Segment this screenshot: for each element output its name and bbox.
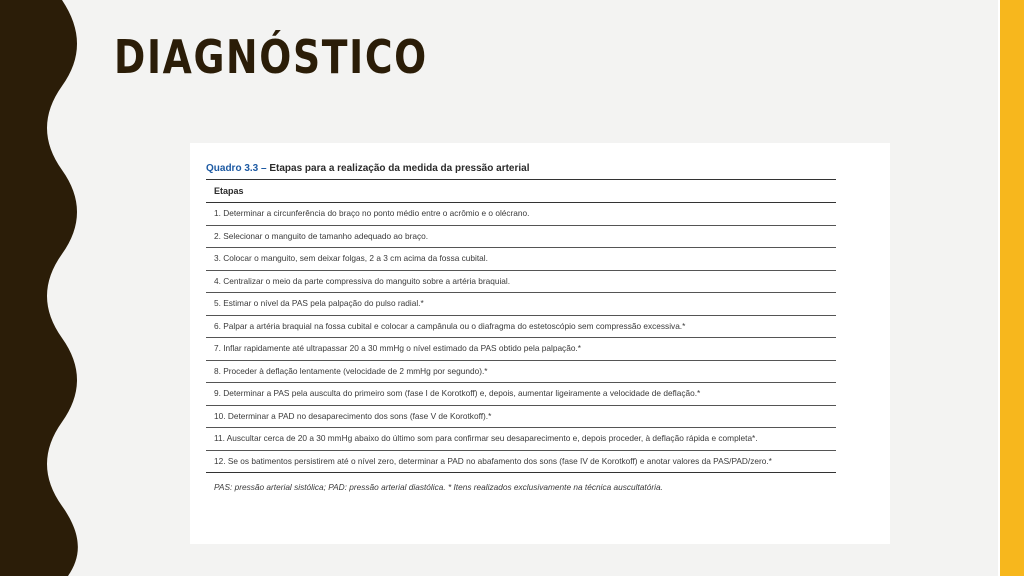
table-header: Etapas [206,180,836,203]
table-row: 10. Determinar a PAD no desaparecimento dos sons (fase V de Korotkoff).* [206,406,836,429]
table-footnote: PAS: pressão arterial sistólica; PAD: pressão arterial diastólica. * Itens realizados exclusivamente na técnica auscultatória. [214,482,663,492]
slide-title: DIAGNÓSTICO [114,30,428,84]
table-row: 1. Determinar a circunferência do braço no ponto médio entre o acrômio e o olécrano. [206,203,836,226]
document-image [190,143,890,544]
table-row: 12. Se os batimentos persistirem até o nível zero, determinar a PAD no abafamento dos sons (fase IV de Korotkoff) e anotar valores da PAS/PAD/zero.* [206,451,836,474]
steps-table [206,179,836,473]
quadro-title: Etapas para a realização da medida da pressão arterial [266,163,530,174]
table-row: 9. Determinar a PAS pela ausculta do primeiro som (fase I de Korotkoff) e, depois, aumentar ligeiramente a velocidade de deflação.* [206,383,836,406]
table-row: 8. Proceder à deflação lentamente (velocidade de 2 mmHg por segundo).* [206,361,836,384]
table-row: 7. Inflar rapidamente até ultrapassar 20 a 30 mmHg o nível estimado da PAS obtido pela palpação.* [206,338,836,361]
table-row: 6. Palpar a artéria braquial na fossa cubital e colocar a campânula ou o diafragma do estetoscópio sem compressão excessiva.* [206,316,836,339]
table-row: 11. Auscultar cerca de 20 a 30 mmHg abaixo do último som para confirmar seu desaparecimento e, depois proceder, à deflação rápida e completa*. [206,428,836,451]
table-row: 4. Centralizar o meio da parte compressiva do manguito sobre a artéria braquial. [206,271,836,294]
table-row: 3. Colocar o manguito, sem deixar folgas, 2 a 3 cm acima da fossa cubital. [206,248,836,271]
wavy-left-band [0,0,80,576]
quadro-number: Quadro 3.3 – [206,163,267,174]
table-row: 2. Selecionar o manguito de tamanho adequado ao braço. [206,226,836,249]
quadro-heading [206,163,836,174]
table-row: 5. Estimar o nível da PAS pela palpação do pulso radial.* [206,293,836,316]
accent-bar [1000,0,1024,576]
